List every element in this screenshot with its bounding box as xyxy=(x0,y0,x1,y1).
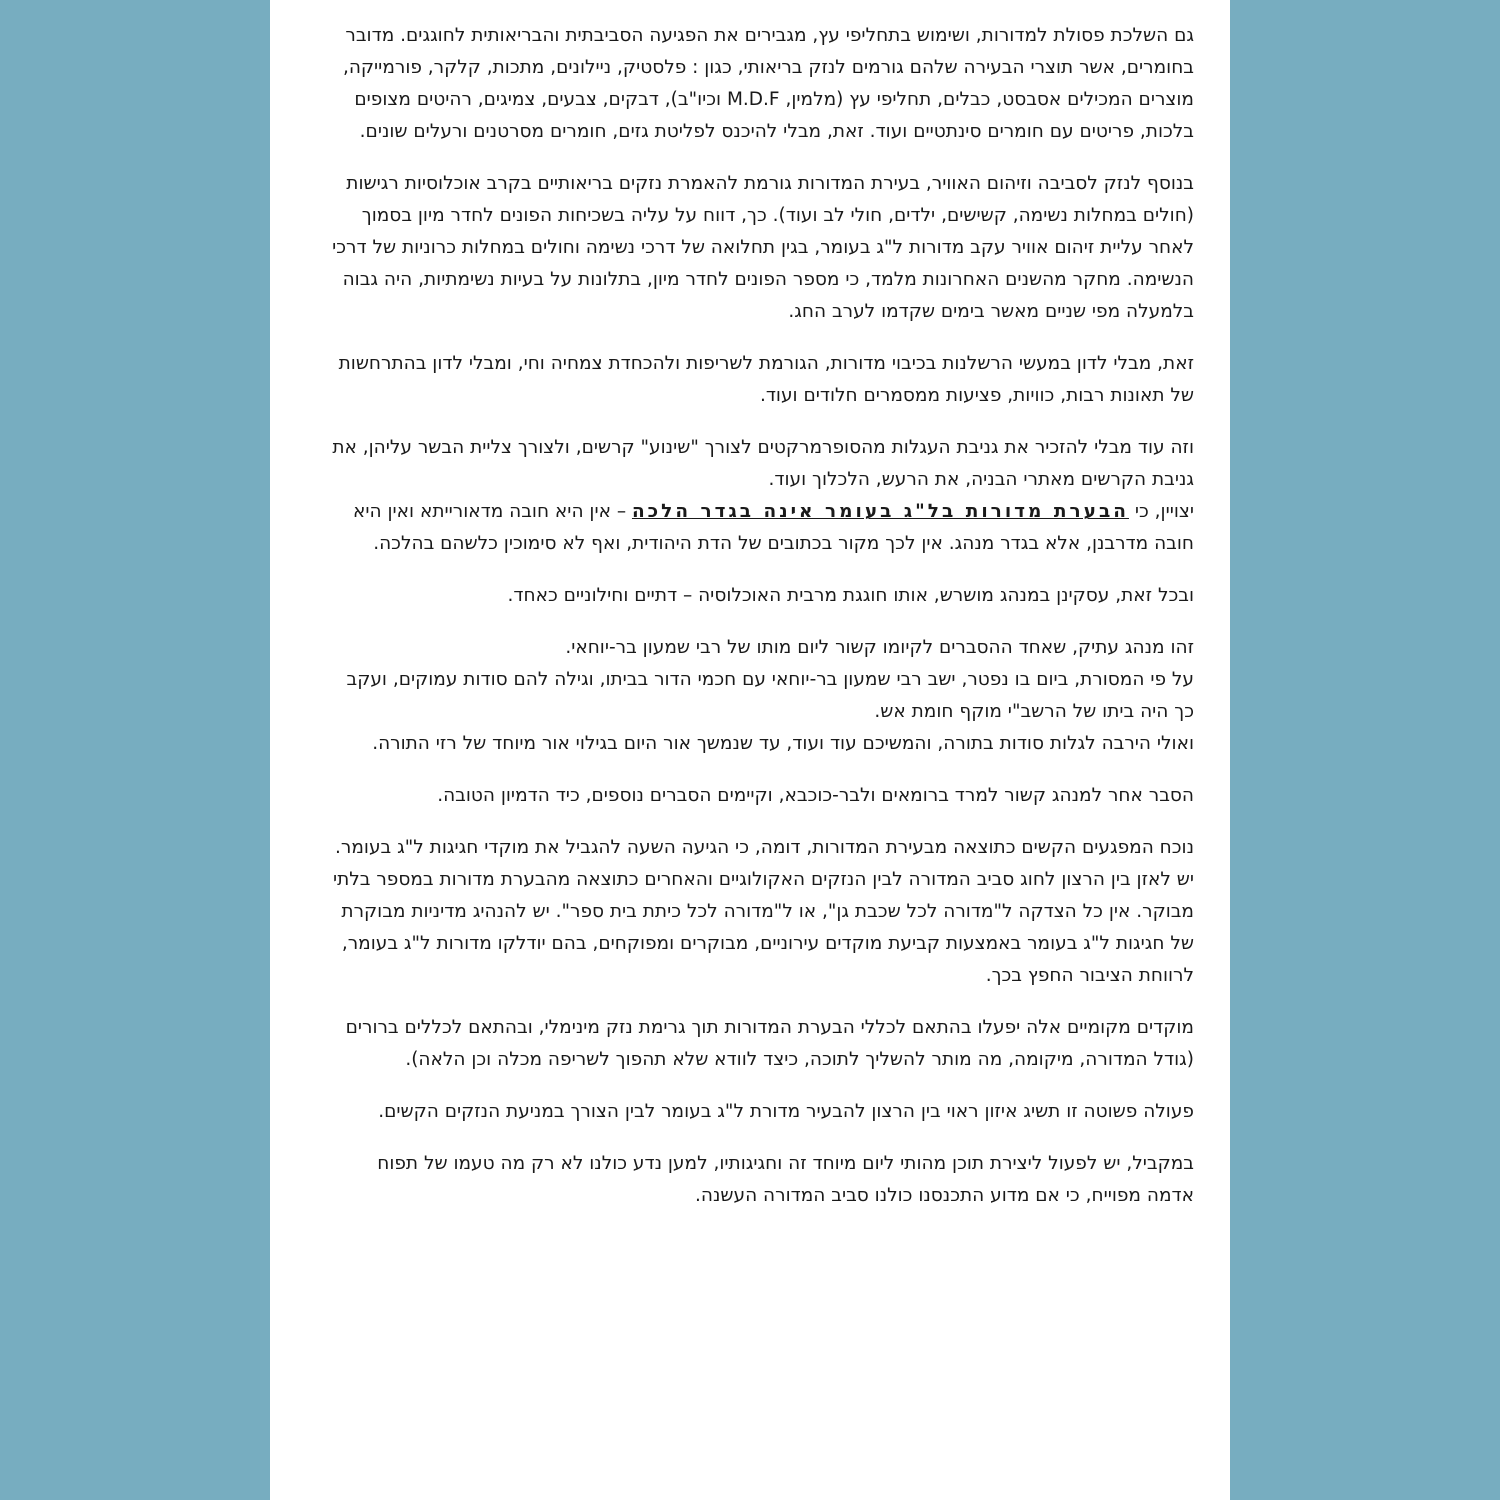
paragraph-local-centers xyxy=(326,1012,1194,1076)
halacha-note xyxy=(326,496,1194,560)
paragraph-text: מוקדים מקומיים אלה יפעלו בהתאם לכללי הבערת המדורות תוך גרימת נזק מינימלי, ובהתאם לכללים ברורים (גודל המדורה, מיקומה, מה מותר להשליך לתוכה, כיצד לוודא שלא תהפוך לשריפה מכלה וכן הלאה). xyxy=(345,1017,1194,1070)
paragraph-line: וזה עוד מבלי להזכיר את גניבת העגלות מהסופרמרקטים לצורך "שינוע" קרשים, ולצורך צליית הבשר עליהן, את גניבת הקרשים מאתרי הבניה, את הרעש, הלכלוך ועוד. xyxy=(332,437,1194,490)
paragraph-meaningful-content xyxy=(326,1148,1194,1212)
paragraph-text: גם השלכת פסולת למדורות, ושימוש בתחליפי עץ, מגבירים את הפגיעה הסביבתית והבריאותית לחוגגים. מדובר בחומרים, אשר תוצרי הבעירה שלהם גורמים לנזק בריאותי, כגון : פלסטיק, ניילונים, מתכות, קלקר, פורמייקה, מוצרים המכילים אסבסט, כבלים, תחליפי עץ (מלמין, M.D.F וכיו"ב), דבקים, צבעים, צמיגים, רהיטים מצופים בלכות, פריטים עם חומרים סינתטיים ועוד. זאת, מבלי להיכנס לפליטת גזים, חומרים מסרטנים ורעלים שונים. xyxy=(342,25,1194,142)
paragraph-bar-kokhba xyxy=(326,780,1194,812)
emphasized-statement: הבערת מדורות בל"ג בעומר אינה בגדר הלכה xyxy=(631,501,1129,522)
paragraph-text: בנוסף לנזק לסביבה וזיהום האוויר, בעירת המדורות גורמת להאמרת נזקים בריאותיים בקרב אוכלוסיות רגישות (חולים במחלות נשימה, קשישים, ילדים, חולי לב ועוד). כך, דווח על עליה בשכיחות הפונים לחדר מיון בסמוך לאחר עליית זיהום אוויר עקב מדורות ל"ג בעומר, בגין תחלואה של דרכי נשימה וחולים במחלות כרוניות של דרכי הנשימה. מחקר מהשנים האחרונות מלמד, כי מספר הפונים לחדר מיון, בתלונות על בעיות נשימתיות, היה גבוה בלמעלה מפי שניים מאשר בימים שקדמו לערב החג. xyxy=(332,173,1194,322)
note-suffix: – אין היא חובה מדאורייתא ואין היא חובה מדרבנן, אלא בגדר מנהג. אין לכך מקור בכתובים של הדת היהודית, ואף לא סימוכין כלשהם בהלכה. xyxy=(353,501,1194,554)
paragraph-rooted-custom xyxy=(326,580,1194,612)
paragraph-balance xyxy=(326,1096,1194,1128)
paragraph-rashbi-tradition xyxy=(326,632,1194,760)
paragraph-health-damage xyxy=(326,168,1194,328)
paragraph-text: הסבר אחר למנהג קשור למרד ברומאים ולבר-כוכבא, וקיימים הסברים נוספים, כיד הדמיון הטובה. xyxy=(437,785,1194,806)
document-body xyxy=(326,20,1194,1232)
paragraph-text: נוכח המפגעים הקשים כתוצאה מבעירת המדורות, דומה, כי הגיעה השעה להגביל את מוקדי חגיגות ל"ג בעומר. יש לאזן בין הרצון לחוג סביב המדורה לבין הנזקים האקולוגיים והאחרים כתוצאה מהבערת מדורות במספר בלתי מבוקר. אין כל הצדקה ל"מדורה לכל שכבת גן", או ל"מדורה לכל כיתת בית ספר". יש להנהיג מדיניות מבוקרת של חגיגות ל"ג בעומר באמצעות קביעת מוקדים עירוניים, מבוקרים ומפוקחים, בהם יודלקו מדורות ל"ג בעומר, לרווחת הציבור החפץ בכך. xyxy=(332,837,1194,986)
paragraph-text: פעולה פשוטה זו תשיג איזון ראוי בין הרצון להבעיר מדורת ל"ג בעומר לבין הצורך במניעת הנזקים הקשים. xyxy=(378,1101,1194,1122)
note-prefix: יצויין, כי xyxy=(1128,501,1194,522)
paragraph-text: במקביל, יש לפעול ליצירת תוכן מהותי ליום מיוחד זה וחגיגותיו, למען נדע כולנו לא רק מה טעמו של תפוח אדמה מפוייח, כי אם מדוע התכנסנו כולנו סביב המדורה העשנה. xyxy=(377,1153,1194,1206)
paragraph-text: זאת, מבלי לדון במעשי הרשלנות בכיבוי מדורות, הגורמת לשריפות ולהכחדת צמחיה וחי, ומבלי לדון בהתרחשות של תאונות רבות, כוויות, פציעות ממסמרים חלודים ועוד. xyxy=(338,353,1194,406)
paragraph-text: ובכל זאת, עסקינן במנהג מושרש, אותו חוגגת מרבית האוכלוסיה – דתיים וחילוניים כאחד. xyxy=(507,585,1194,606)
paragraph-pollution-materials xyxy=(326,20,1194,148)
paragraph-line: ואולי הירבה לגלות סודות בתורה, והמשיכם עוד ועוד, עד שנמשך אור היום בגילוי אור מיוחד של רזי התורה. xyxy=(372,733,1194,754)
paragraph-regulation-proposal xyxy=(326,832,1194,992)
document-page xyxy=(270,0,1230,1500)
paragraph-line: על פי המסורת, ביום בו נפטר, ישב רבי שמעון בר-יוחאי עם חכמי הדור בביתו, וגילה להם סודות עמוקים, ועקב כך היה ביתו של הרשב"י מוקף חומת אש. xyxy=(346,669,1194,722)
paragraph-negligence xyxy=(326,348,1194,412)
paragraph-line: זהו מנהג עתיק, שאחד ההסברים לקיומו קשור ליום מותו של רבי שמעון בר-יוחאי. xyxy=(565,637,1194,658)
paragraph-theft-and-halacha xyxy=(326,432,1194,560)
